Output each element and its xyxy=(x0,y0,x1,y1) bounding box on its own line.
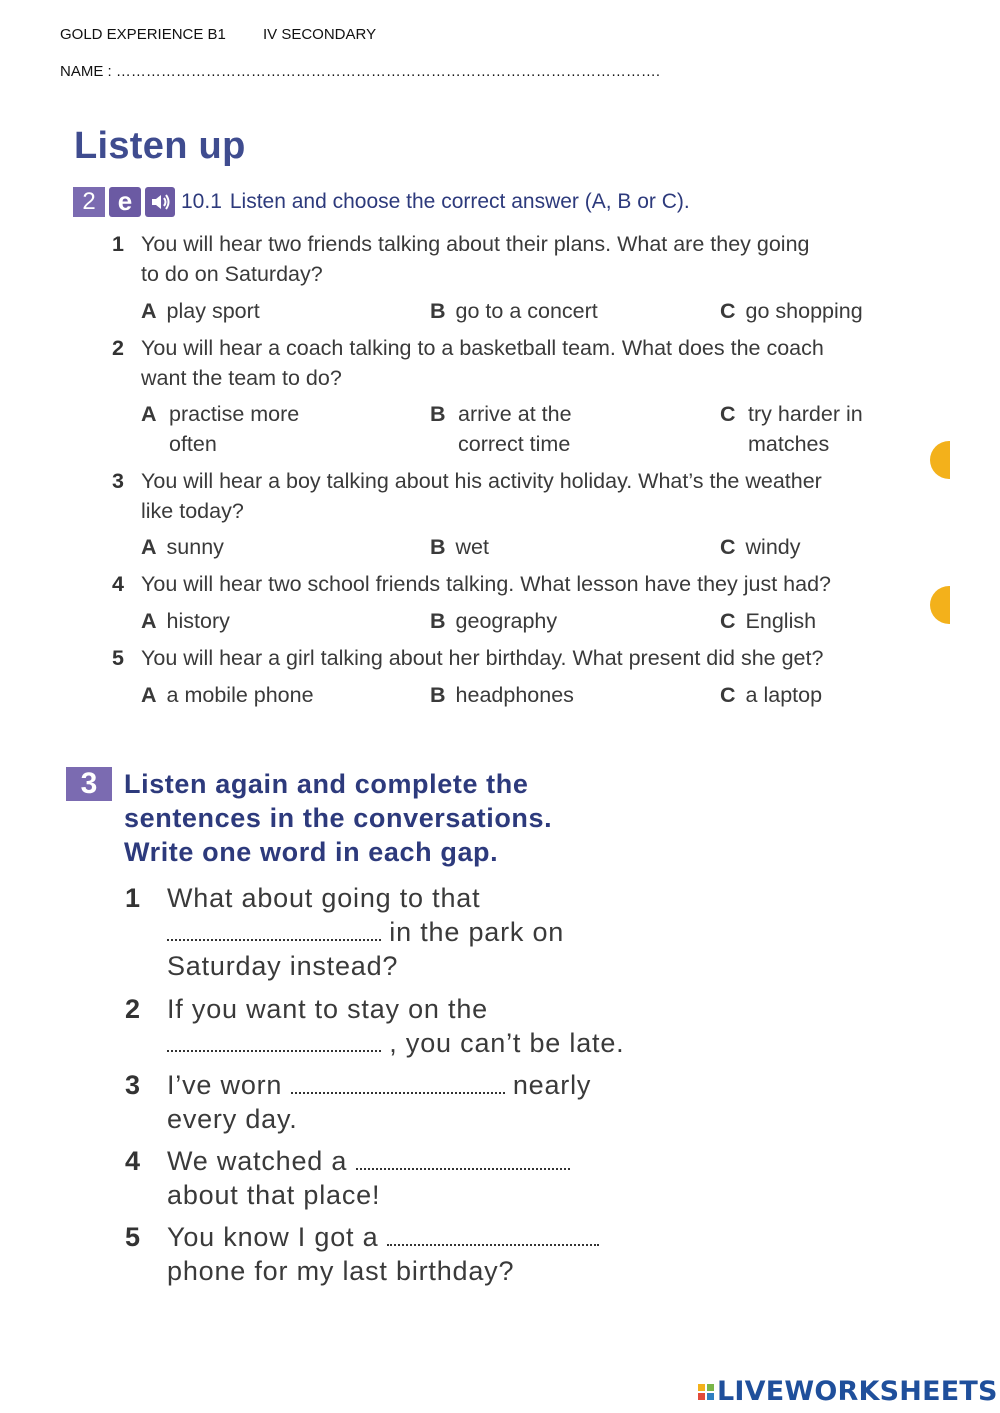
audio-speaker-icon[interactable] xyxy=(145,187,175,217)
liveworksheets-logo xyxy=(698,1376,998,1407)
logo-text: LIVEWORKSHEETS xyxy=(717,1376,998,1407)
option-3a[interactable]: A sunny xyxy=(141,535,224,559)
option-3c[interactable]: C windy xyxy=(720,535,801,559)
option-5b[interactable]: B headphones xyxy=(430,683,574,707)
gap-sentence-2: 2 If you want to stay on the , you can’t be late. xyxy=(125,994,625,1058)
gap-sentence-3: 3 I’ve worn nearly every day. xyxy=(125,1070,592,1134)
gap-input-2[interactable] xyxy=(167,1030,381,1052)
question-2: 2 You will hear a coach talking to a basketball team. What does the coach want the team to do? xyxy=(112,336,824,390)
option-2a[interactable]: A practise more often xyxy=(141,402,300,456)
name-field[interactable]: NAME : ………………………………………………………………………………………………. xyxy=(60,63,661,80)
gap-input-5[interactable] xyxy=(387,1224,599,1246)
exercise-3-number-badge: 3 xyxy=(66,767,112,801)
section-title: Listen up xyxy=(74,125,246,167)
option-4a[interactable]: A history xyxy=(141,609,230,633)
option-4c[interactable]: C English xyxy=(720,609,817,633)
exercise-2-header xyxy=(73,187,690,217)
page-edge-tab xyxy=(930,586,950,624)
logo-mark-icon xyxy=(698,1384,714,1400)
question-5: 5 You will hear a girl talking about her birthday. What present did she get? xyxy=(112,646,824,670)
option-1b[interactable]: B go to a concert xyxy=(430,299,598,323)
exercise-2-instruction: Listen and choose the correct answer (A, B or C). xyxy=(229,190,690,213)
exercise-number-badge: 2 xyxy=(73,187,105,217)
exercise-3-instruction: Listen again and complete the sentences in the conversations. Write one word in each gap. xyxy=(124,769,553,867)
question-3: 3 You will hear a boy talking about his activity holiday. What’s the weather like today? xyxy=(112,469,822,523)
level-label: IV SECONDARY xyxy=(263,26,377,43)
page-edge-tab xyxy=(930,441,950,479)
gap-input-3[interactable] xyxy=(291,1072,505,1094)
option-5a[interactable]: A a mobile phone xyxy=(141,683,314,707)
option-5c[interactable]: C a laptop xyxy=(720,683,823,707)
option-2b[interactable]: B arrive at the correct time xyxy=(430,402,572,456)
gap-input-1[interactable] xyxy=(167,919,381,941)
gap-sentence-4: 4 We watched a about that place! xyxy=(125,1144,570,1212)
track-number: 10.1 xyxy=(181,190,222,213)
course-title: GOLD EXPERIENCE B1 xyxy=(60,26,226,43)
option-3b[interactable]: B wet xyxy=(430,535,489,559)
question-1: 1 You will hear two friends talking about their plans. What are they going to do on Saturday? xyxy=(112,232,810,286)
option-4b[interactable]: B geography xyxy=(430,609,558,633)
question-4: 4 You will hear two school friends talking. What lesson have they just had? xyxy=(112,572,831,596)
gap-sentence-5: 5 You know I got a phone for my last birthday? xyxy=(125,1220,599,1288)
option-1a[interactable]: A play sport xyxy=(141,299,260,323)
gap-sentence-1: 1 What about going to that in the park on Saturday instead? xyxy=(125,883,565,981)
gap-input-4[interactable] xyxy=(356,1148,570,1170)
online-exercise-icon: e xyxy=(109,187,141,217)
option-1c[interactable]: C go shopping xyxy=(720,299,863,323)
option-2c[interactable]: C try harder in matches xyxy=(720,402,863,456)
